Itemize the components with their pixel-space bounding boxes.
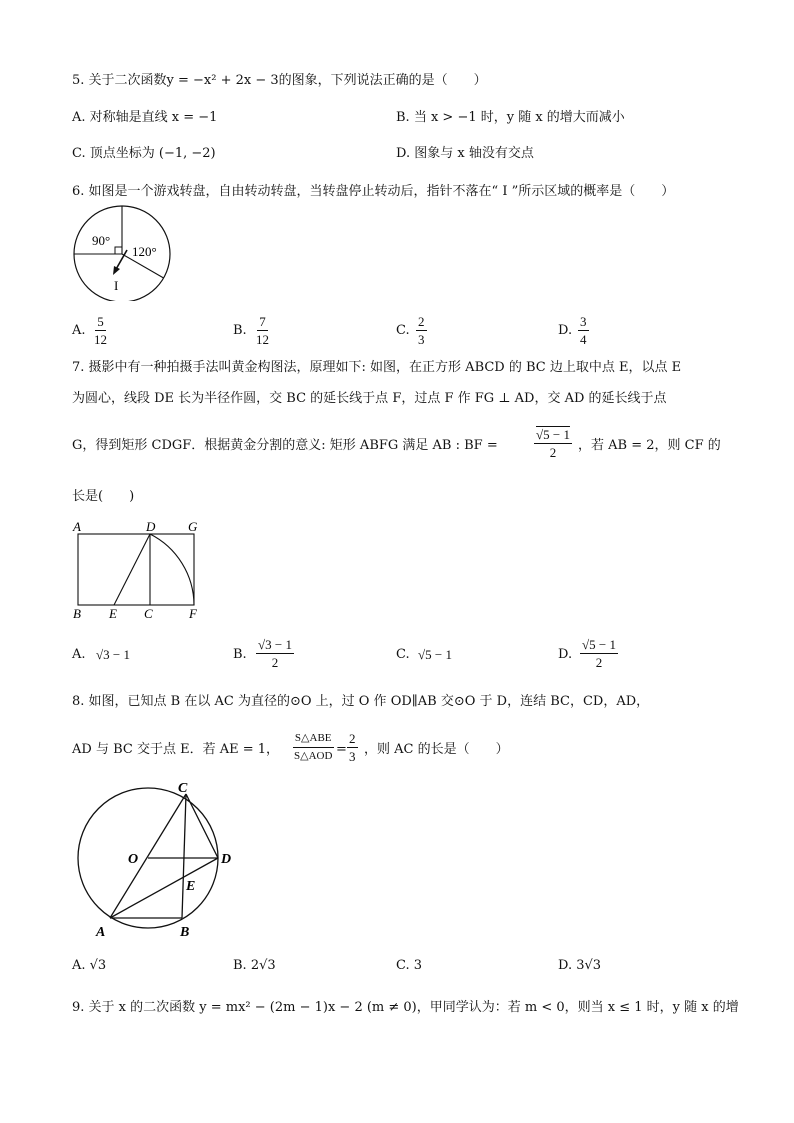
q8-line-1: 8. 如图，已知点 B 在以 AC 为直径的⊙O 上，过 O 作 OD∥AB 交⊙O 于 D，连结 BC，CD，AD， [72,694,650,709]
q5-option-b: B. 当 x > −1 时，y 随 x 的增大而减小 [396,110,625,125]
segment-ad [110,858,218,918]
fraction-numerator: 5 [97,314,104,329]
q5-option-d: D. 图象与 x 轴没有交点 [396,146,534,161]
q8-line-2a: AD 与 BC 交于点 E．若 AE = 1， [72,742,280,757]
pointer-arrowhead [113,266,120,275]
segment-ed [114,534,150,605]
q7-option-b-key: B. [233,647,247,662]
chord-bc [182,794,186,918]
q6-spinner-figure [70,205,176,301]
fraction-denominator: 2 [271,655,279,670]
q5-option-c: C. 顶点坐标为 (−1, −2) [72,146,216,161]
fraction-denominator: 12 [94,332,107,347]
q7-option-c-value: √5 − 1 [418,647,452,662]
arc-df [150,534,194,605]
fraction-numerator: √5 − 1 [536,427,570,442]
label-d: D [221,852,232,867]
q7-option-d-key: D. [558,647,573,662]
q6-option-a-key: A. [72,323,86,338]
fraction-denominator: S△AOD [294,750,333,762]
q8-option-a: A. √3 [72,958,107,973]
q6-option-c-key: C. [396,323,410,338]
q7-line-3b: ，若 AB = 2，则 CF 的 [578,438,721,453]
chord-cd [186,794,218,858]
label-a: A [73,519,81,534]
q6-option-d-fraction [578,314,589,347]
label-b: B [73,606,81,621]
q7-line-4: 长是( ) [72,489,135,504]
q8-option-d: D. 3√3 [558,958,602,973]
label-a: A [96,925,106,940]
fraction-denominator: 2 [549,445,557,460]
right-angle-mark [115,247,122,254]
q8-line-2b: ，则 AC 的长是（ ） [364,742,509,757]
q9-stem: 9. 关于 x 的二次函数 y = mx² − (2m − 1)x − 2 (m ≠ 0)，甲同学认为：若 m < 0，则当 x ≤ 1 时，y 随 x 的增 [72,1000,739,1015]
q6-option-d-key: D. [558,323,573,338]
region-i-label: I [114,278,119,293]
q7-line-2: 为圆心，线段 DE 长为半径作圆，交 BC 的延长线于点 F，过点 F 作 FG ⊥ AD，交 AD 的延长线于点 [72,391,667,406]
label-c: C [178,781,188,796]
q8-option-b: B. 2√3 [233,958,276,973]
q7-option-c-key: C. [396,647,410,662]
angle-120-label: 120° [132,244,157,259]
label-e: E [109,606,117,621]
q7-option-b-fraction [256,637,294,670]
label-f: F [189,606,197,621]
q6-stem: 6. 如图是一个游戏转盘，自由转动转盘，当转盘停止转动后，指针不落在“ I ”所示区域的概率是（ ） [72,184,675,199]
q7-line-3a: G，得到矩形 CDGF．根据黄金分割的意义: 矩形 ABFG 满足 AB : BF = [72,438,498,453]
q5-option-a: A. 对称轴是直线 x = −1 [72,110,218,125]
label-d: D [146,519,156,534]
label-c: C [144,606,153,621]
q5-stem: 5. 关于二次函数y = −x² + 2x − 3的图象，下列说法正确的是（ ） [72,73,487,88]
rectangle-abfg [78,534,194,605]
q8-option-c: C. 3 [396,958,423,973]
q8-ratio-value-fraction [347,731,358,764]
diameter-ac [110,794,186,918]
fraction-denominator: 12 [256,332,269,347]
fraction-denominator: 3 [349,749,356,764]
fraction-numerator: 2 [349,731,356,746]
q6-option-c-fraction [416,314,427,347]
label-g: G [188,519,198,534]
fraction-numerator: 7 [259,314,266,329]
q7-line-1: 7. 摄影中有一种拍摄手法叫黄金构图法，原理如下: 如图，在正方形 ABCD 的 BC 边上取中点 E，以点 E [72,360,682,375]
fraction-numerator: S△ABE [293,731,334,748]
q7-option-a-key: A. [72,647,86,662]
label-e: E [186,879,196,894]
q6-option-a-fraction [92,314,109,347]
label-b: B [180,925,190,940]
q8-equals-sign: = [336,742,347,757]
q6-option-b-fraction [254,314,271,347]
q7-golden-ratio-fraction [534,427,572,460]
q6-option-b-key: B. [233,323,247,338]
q7-rectangle-figure [68,516,208,622]
fraction-numerator: √3 − 1 [258,637,292,652]
q8-circle-figure [68,778,248,946]
fraction-denominator: 3 [418,332,425,347]
fraction-denominator: 4 [580,332,587,347]
fraction-denominator: 2 [595,655,603,670]
q8-area-ratio-fraction [292,731,334,764]
q7-option-d-fraction [580,637,618,670]
fraction-numerator: √5 − 1 [582,637,616,652]
fraction-numerator: 3 [580,314,587,329]
label-o: O [128,852,139,867]
fraction-numerator: 2 [418,314,425,329]
q7-option-a-value: √3 − 1 [96,647,130,662]
angle-90-label: 90° [92,233,111,248]
